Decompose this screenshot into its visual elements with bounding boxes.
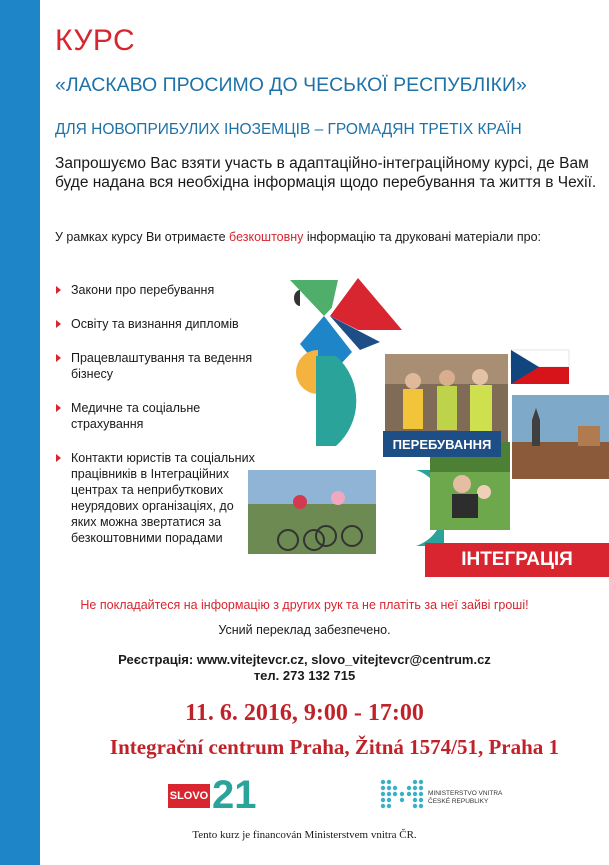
topic-text: Освіту та визнання дипломів: [71, 317, 239, 331]
registration-block: [0, 652, 609, 684]
label-stay: ПЕРЕБУВАННЯ: [383, 431, 501, 457]
czech-flag-icon: [511, 350, 569, 384]
lead-highlight: безкоштовну: [229, 230, 304, 244]
event-place: Integrační centrum Praha, Žitná 1574/51, Praha 1: [109, 735, 560, 759]
lead-after: інформацію та друковані матеріали про:: [303, 230, 541, 244]
dark-half-circle-shape: [294, 290, 300, 306]
ministry-emblem-icon: [380, 778, 424, 814]
yellow-half-circle-shape: [296, 350, 318, 394]
ministry-name: [428, 790, 502, 806]
footer-funding-note: Tento kurz je financován Ministerstvem vnitra ČR.: [192, 829, 417, 841]
arrow-bullet-icon: [56, 404, 61, 412]
left-sidebar-bar: [0, 0, 40, 865]
topic-text: Контакти юристів та соціальних працівників в Інтеграційних центрах та неприбуткових неурядових організаціях, до яких можна звертатися за безкоштовними порадами: [71, 451, 255, 545]
slovo-logo-text: SLOVO: [168, 784, 210, 808]
course-subline: ДЛЯ НОВОПРИБУЛИХ ІНОЗЕМЦІВ – ГРОМАДЯН ТРЕТІХ КРАЇН: [55, 121, 522, 138]
topic-list: [55, 282, 260, 564]
topic-text: Медичне та соціальне страхування: [71, 401, 201, 431]
list-item: [55, 350, 260, 382]
list-item: [55, 450, 260, 546]
ministry-name-line2: ČESKÉ REPUBLIKY: [428, 798, 489, 805]
lead-before: У рамках курсу Ви отримаєте: [55, 230, 230, 244]
topic-text: Працевлаштування та ведення бізнесу: [71, 351, 253, 381]
list-item: [55, 400, 260, 432]
translation-note: Усний переклад забезпечено.: [218, 623, 391, 637]
ministry-name-line1: MINISTERSTVO VNITRA: [428, 790, 503, 797]
intro-paragraph: Запрошуємо Вас взяти участь в адаптаційно-інтеграційному курсі, де Вам буде надана вся необхідна інформація щодо перебування та життя в Чехії.: [55, 155, 597, 191]
event-date: 11. 6. 2016, 9:00 - 17:00: [185, 700, 424, 726]
registration-phone: тел. 273 132 715: [253, 668, 356, 683]
collage-graphic: [240, 270, 609, 580]
slovo-logo-number: 21: [212, 773, 257, 817]
slovo21-logo: [168, 773, 258, 817]
registration-contacts: Реєстрація: www.vitejtevcr.cz, slovo_vitejtevcr@centrum.cz: [118, 652, 491, 667]
arrow-bullet-icon: [56, 286, 61, 294]
arrow-bullet-icon: [56, 454, 61, 462]
page-title: КУРС: [55, 24, 136, 57]
teal-half-circle-shape: [316, 356, 356, 446]
list-item: [55, 316, 260, 332]
topic-text: Закони про перебування: [71, 283, 215, 297]
lead-sentence: [55, 230, 541, 244]
arrow-bullet-icon: [56, 320, 61, 328]
arrow-bullet-icon: [56, 354, 61, 362]
warning-text: Не покладайтеся на інформацію з других рук та не платіть за неї зайві гроші!: [80, 598, 529, 612]
ministry-logo: [380, 778, 560, 814]
label-integration: ІНТЕГРАЦІЯ: [425, 543, 609, 577]
list-item: [55, 282, 260, 298]
course-headline: «ЛАСКАВО ПРОСИМО ДО ЧЕСЬКОЇ РЕСПУБЛІКИ»: [55, 74, 527, 96]
